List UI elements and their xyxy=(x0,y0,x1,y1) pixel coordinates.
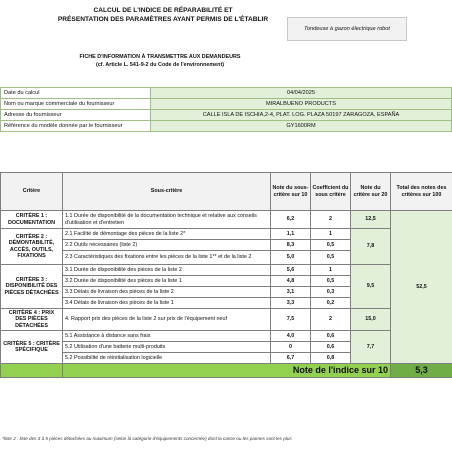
subcriterion-label: 2.3 Caractéristiques des fixations entre les pièces de la liste 1** et de la liste 2 xyxy=(63,251,271,265)
info-table xyxy=(0,87,452,132)
subcriterion-coef: 0,5 xyxy=(311,276,351,287)
title-line-1: CALCUL DE L'INDICE DE RÉPARABILITÉ ET xyxy=(93,7,233,14)
criterion-3-name: CRITÈRE 3 : DISPONIBILITÉ DES PIÈCES DÉTACHÉES xyxy=(1,265,63,309)
subcriterion-note: 4,8 xyxy=(271,276,311,287)
product-type: Tondeuse à gazon électrique robot xyxy=(304,26,390,32)
col-note-sous-critere: Note du sous-critère sur 10 xyxy=(271,173,311,211)
subcriterion-coef: 0,3 xyxy=(311,287,351,298)
subcriterion-note: 5,6 xyxy=(271,265,311,276)
col-sous-critere: Sous-critère xyxy=(63,173,271,211)
index-total-row xyxy=(1,364,452,378)
info-row xyxy=(1,99,452,110)
subcriterion-note: 7,5 xyxy=(271,309,311,331)
subcriterion-label: 2.1 Facilité de démontage des pièces de la liste 2* xyxy=(63,229,271,240)
subcriterion-note: 8,3 xyxy=(271,240,311,251)
document-title xyxy=(38,6,288,24)
table-row xyxy=(1,229,452,240)
subcriterion-coef: 0,6 xyxy=(311,331,351,342)
fiche-line-2: (cf. Article L. 541-9-2 du Code de l'environnement) xyxy=(95,62,225,68)
subcriterion-note: 1,1 xyxy=(271,229,311,240)
criterion-4-note: 15,0 xyxy=(351,309,391,331)
subcriterion-note: 6,2 xyxy=(271,211,311,229)
col-total: Total des notes des critères sur 100 xyxy=(391,173,452,211)
subcriterion-coef: 2 xyxy=(311,211,351,229)
total-notes: 52,5 xyxy=(391,211,452,364)
criterion-5-note: 7,7 xyxy=(351,331,391,364)
subcriterion-label: 4. Rapport prix des pièces de la liste 2 sur prix de l'équipement neuf xyxy=(63,309,271,331)
product-type-box xyxy=(287,17,407,41)
criteria-table xyxy=(0,172,452,378)
subcriterion-label: 3.3 Délais de livraison des pièces de la liste 2 xyxy=(63,287,271,298)
table-row xyxy=(1,265,452,276)
subcriterion-note: 6,7 xyxy=(271,353,311,364)
subcriterion-label: 2.2 Outils nécessaires (liste 2) xyxy=(63,240,271,251)
criterion-2-name: CRITÈRE 2 : DÉMONTABILITÉ, ACCÈS, OUTILS, FIXATIONS xyxy=(1,229,63,265)
fiche-heading xyxy=(50,53,270,69)
subcriterion-coef: 0,8 xyxy=(311,353,351,364)
info-row xyxy=(1,121,452,132)
info-value: CALLE ISLA DE ISCHIA,2-4, PLAT. LOG. PLAZA 50197 ZARAGOZA, ESPAÑA xyxy=(151,110,452,121)
subcriterion-note: 4,0 xyxy=(271,331,311,342)
info-label: Adresse du fournisseur xyxy=(1,110,151,121)
subcriterion-note: 5,0 xyxy=(271,251,311,265)
info-value: 04/04/2025 xyxy=(151,88,452,99)
info-value: GY1600RM xyxy=(151,121,452,132)
subcriterion-coef: 0,2 xyxy=(311,298,351,309)
subcriterion-note: 3,1 xyxy=(271,287,311,298)
criteria-header-row xyxy=(1,173,452,211)
subcriterion-label: 5.1 Assistance à distance sans frais xyxy=(63,331,271,342)
criterion-3-note: 9,5 xyxy=(351,265,391,309)
info-label: Référence du modèle donnée par le fournisseur xyxy=(1,121,151,132)
col-coefficient: Coefficient du sous critère xyxy=(311,173,351,211)
index-total-value: 5,3 xyxy=(391,364,452,378)
criterion-5-name: CRITÈRE 5 : CRITÈRE SPÉCIFIQUE xyxy=(1,331,63,364)
subcriterion-label: 5.2 Utilisation d'une batterie multi-produits xyxy=(63,342,271,353)
footnote: *liste 2 : liste des 3 à 5 pièces détachées au maximum (selon la catégorie d'équipements concernée) dont la casse ou les pannes sont les plus xyxy=(2,436,292,441)
col-critere: Critère xyxy=(1,173,63,211)
subcriterion-label: 3.1 Durée de disponibilité des pièces de la liste 2 xyxy=(63,265,271,276)
index-total-label: Note de l'indice sur 10 xyxy=(63,364,391,378)
subcriterion-note: 3,3 xyxy=(271,298,311,309)
fiche-line-1: FICHE D'INFORMATION À TRANSMETTRE AUX DEMANDEURS xyxy=(79,54,241,60)
title-line-2: PRÉSENTATION DES PARAMÈTRES AYANT PERMIS DE L'ÉTABLIR xyxy=(57,16,269,23)
total-spacer xyxy=(1,364,63,378)
criterion-1-note: 12,5 xyxy=(351,211,391,229)
subcriterion-label: 3.4 Délais de livraison des pièces de la liste 1 xyxy=(63,298,271,309)
table-row xyxy=(1,331,452,342)
criterion-2-note: 7,8 xyxy=(351,229,391,265)
subcriterion-coef: 0,5 xyxy=(311,251,351,265)
info-label: Date du calcul xyxy=(1,88,151,99)
info-row xyxy=(1,110,452,121)
col-note-critere: Note du critère sur 20 xyxy=(351,173,391,211)
subcriterion-coef: 0,5 xyxy=(311,240,351,251)
info-row xyxy=(1,88,452,99)
subcriterion-note: 0 xyxy=(271,342,311,353)
subcriterion-coef: 1 xyxy=(311,229,351,240)
subcriterion-coef: 0,6 xyxy=(311,342,351,353)
criterion-4-name: CRITÈRE 4 : PRIX DES PIÈCES DÉTACHÉES xyxy=(1,309,63,331)
subcriterion-coef: 1 xyxy=(311,265,351,276)
table-row xyxy=(1,309,452,331)
subcriterion-coef: 2 xyxy=(311,309,351,331)
subcriterion-label: 1.1 Durée de disponibilité de la documentation technique et relative aux conseils d'utilisation et d'entretien xyxy=(63,211,271,229)
subcriterion-label: 5.2 Possibilité de réinitialisation logicielle xyxy=(63,353,271,364)
criterion-1-name: CRITÈRE 1 : DOCUMENTATION xyxy=(1,211,63,229)
subcriterion-label: 3.2 Durée de disponibilité des pièces de la liste 1 xyxy=(63,276,271,287)
table-row xyxy=(1,211,452,229)
info-label: Nom ou marque commerciale du fournisseur xyxy=(1,99,151,110)
info-value: MIRALBUENO PRODUCTS xyxy=(151,99,452,110)
